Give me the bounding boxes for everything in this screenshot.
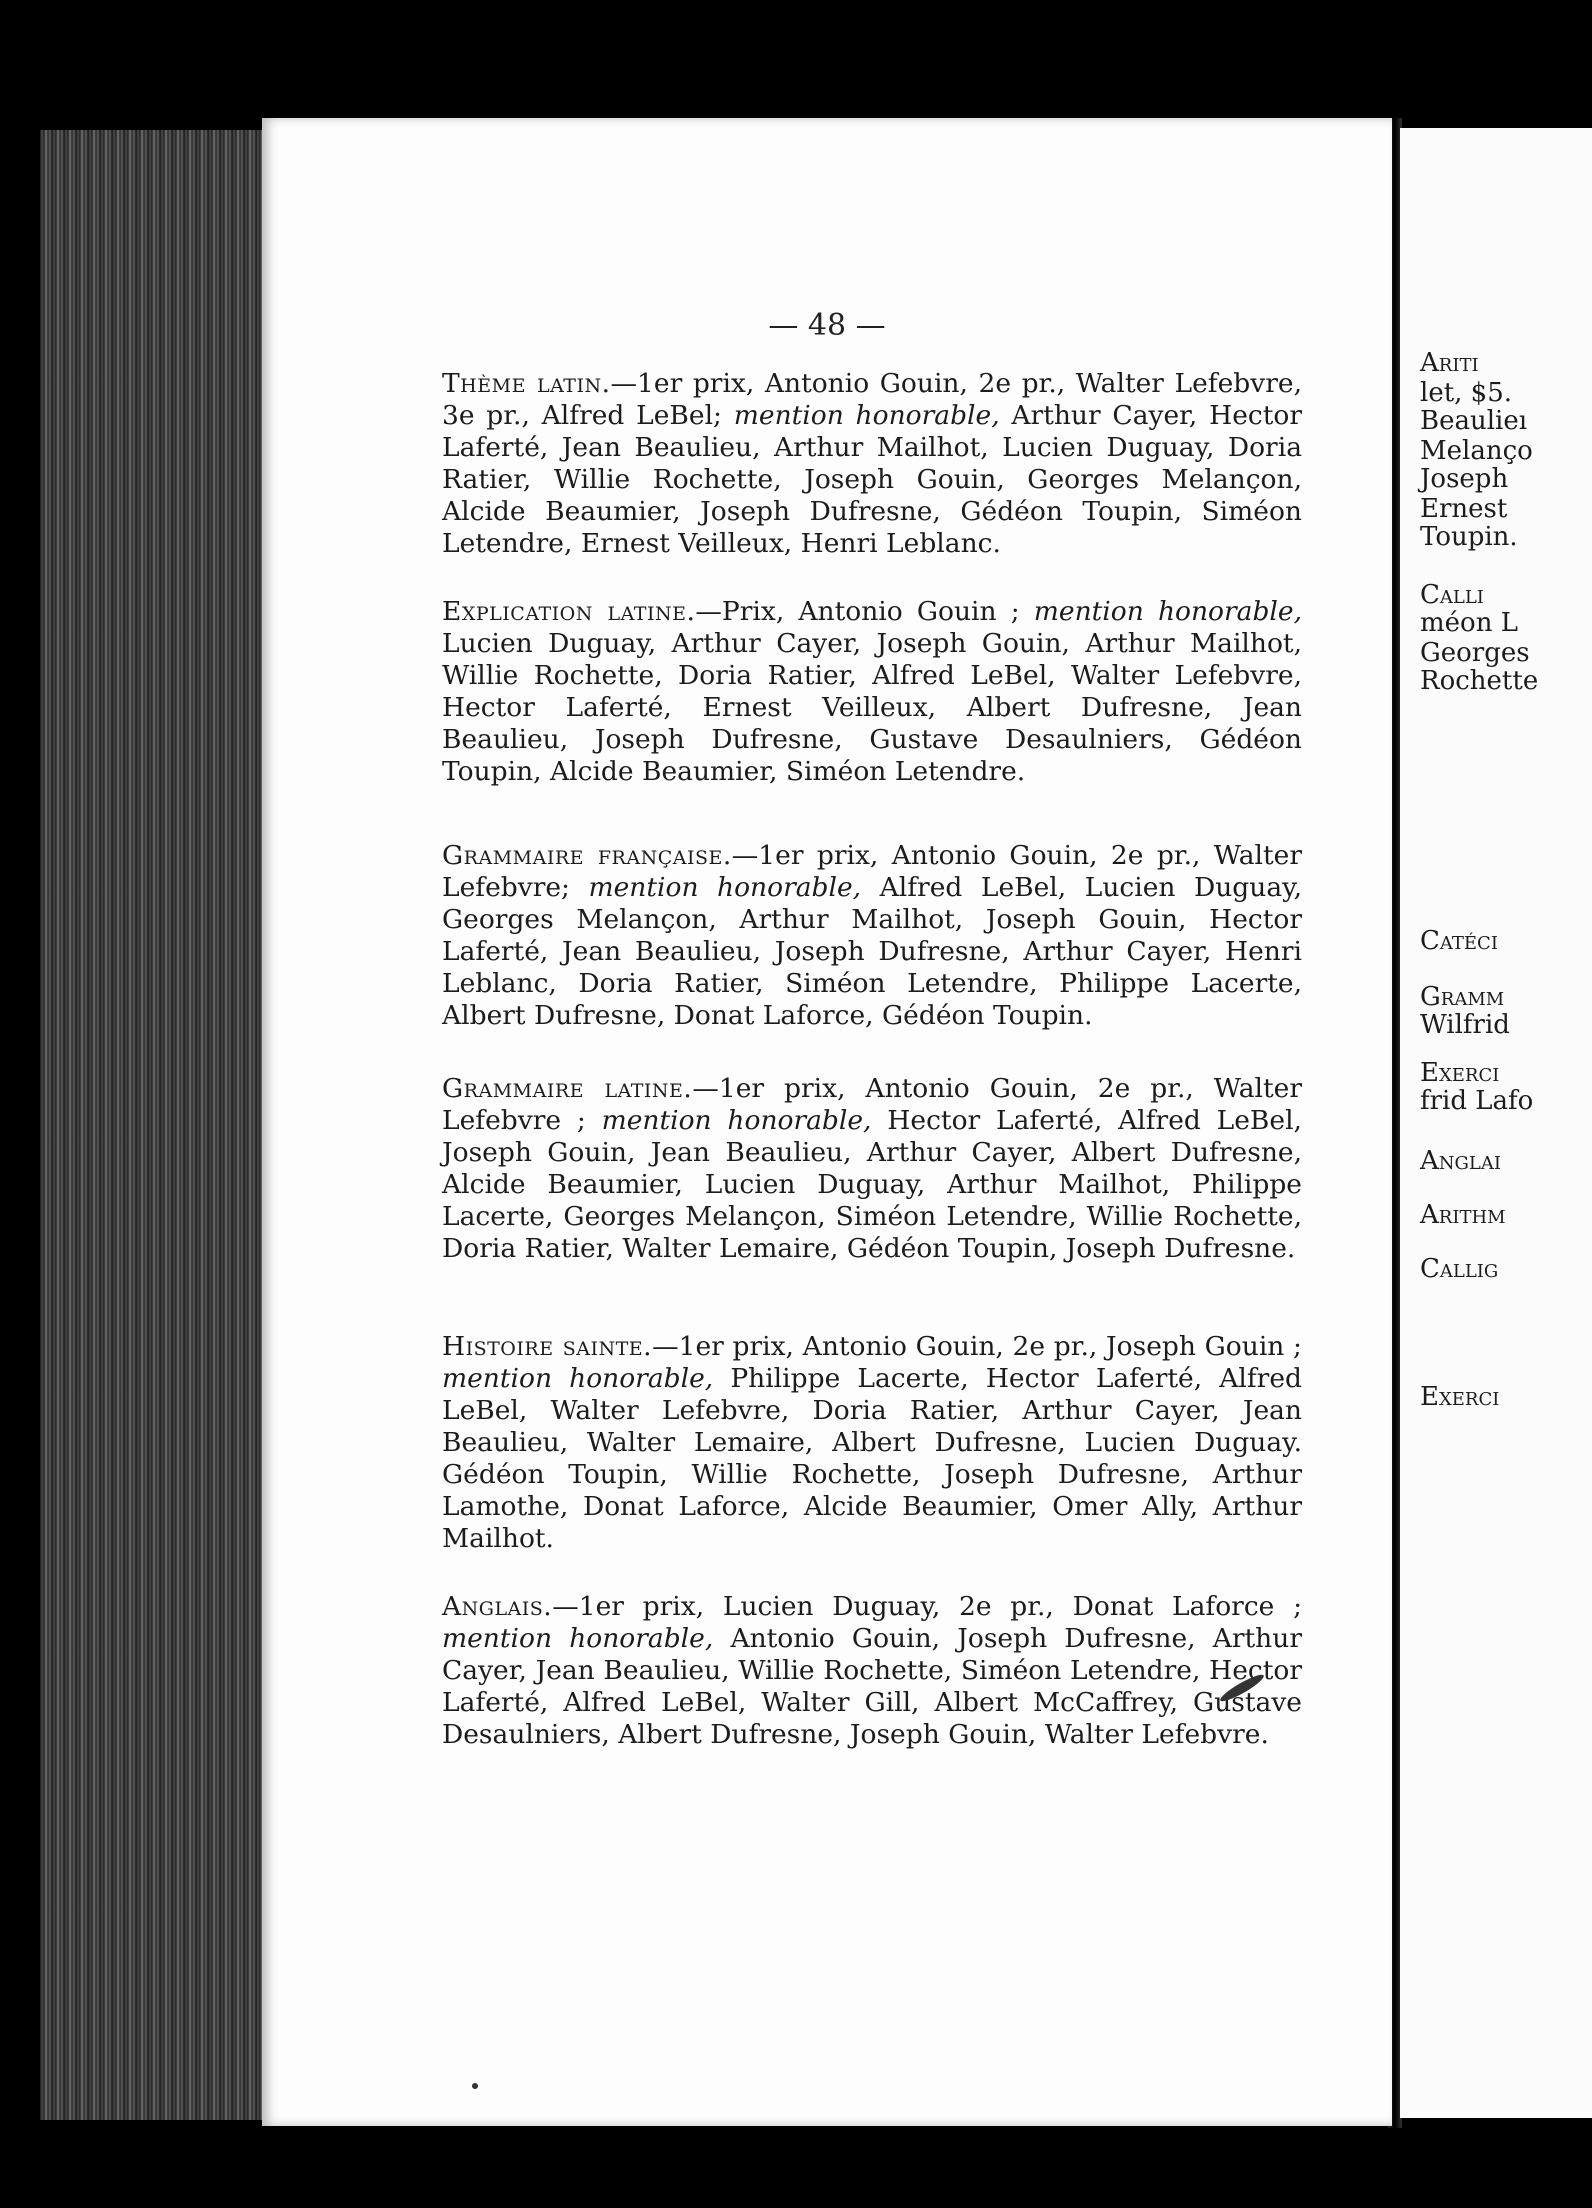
page-number: — 48 — bbox=[768, 308, 886, 343]
book-page-edges bbox=[40, 130, 265, 2120]
section-heading: Grammaire latine. bbox=[442, 1073, 693, 1104]
adjacent-page-line: Georges bbox=[1420, 638, 1530, 668]
ink-speck bbox=[472, 2083, 478, 2089]
section-explication-latine bbox=[442, 596, 1302, 788]
section-grammaire-francaise bbox=[442, 840, 1302, 1032]
section-histoire-sainte bbox=[442, 1331, 1302, 1555]
section-heading: Histoire sainte. bbox=[442, 1331, 653, 1362]
adjacent-page-line: frid Lafo bbox=[1420, 1086, 1534, 1116]
adjacent-page-line: Callı bbox=[1420, 580, 1484, 610]
adjacent-page-line: Joseph bbox=[1420, 464, 1509, 494]
main-page bbox=[262, 118, 1392, 2126]
adjacent-page-line: Toupin. bbox=[1420, 522, 1518, 552]
section-text: Hector Laferté, Alfred LeBel, Joseph Gouin, Jean Beaulieu, Arthur Cayer, Albert Dufresne, Alcide Beaumier, Lucien Duguay, Arthur Mailhot, Philippe Lacerte, Georges Melançon, Siméon Letendre, Willie Rochette, Doria Ratier, Walter Lemaire, Gédéon Toupin, Joseph Dufresne. bbox=[442, 1105, 1302, 1264]
adjacent-page-line: Anglaı bbox=[1420, 1146, 1501, 1176]
adjacent-page bbox=[1400, 128, 1592, 2118]
section-text: Antonio Gouin, Joseph Dufresne, Arthur Cayer, Jean Beaulieu, Willie Rochette, Siméon Letendre, Hector Laferté, Alfred LeBel, Walter Gill, Albert McCaffrey, Gustave Desaulniers, Albert Dufresne, Joseph Gouin, Walter Lefebvre. bbox=[442, 1623, 1302, 1750]
mention-label: mention honorable, bbox=[442, 1623, 714, 1654]
section-text: Philippe Lacerte, Hector Laferté, Alfred LeBel, Walter Lefebvre, Doria Ratier, Arthur Cayer, Jean Beaulieu, Walter Lemaire, Albert Dufresne, Lucien Duguay. Gédéon Toupin, Willie Rochette, Joseph Dufresne, Arthur Lamothe, Donat Laforce, Alcide Beaumier, Omer Ally, Arthur Mailhot. bbox=[442, 1363, 1302, 1554]
mention-label: mention honorable, bbox=[1033, 596, 1302, 627]
section-text: —Prix, Antonio Gouin ; bbox=[695, 596, 1034, 627]
section-text: —1er prix, Antonio Gouin, 2e pr., Joseph Gouin ; bbox=[652, 1331, 1302, 1362]
mention-label: mention honorable, bbox=[601, 1105, 872, 1136]
section-grammaire-latine bbox=[442, 1073, 1302, 1265]
mention-label: mention honorable, bbox=[442, 1363, 714, 1394]
section-text: Lucien Duguay, Arthur Cayer, Joseph Gouin, Arthur Mailhot, Willie Rochette, Doria Ratier, Alfred LeBel, Walter Lefebvre, Hector Laferté, Ernest Veilleux, Albert Dufresne, Jean Beaulieu, Joseph Dufresne, Gustave Desaulniers, Gédéon Toupin, Alcide Beaumier, Siméon Letendre. bbox=[442, 628, 1302, 787]
adjacent-page-line: Exercı bbox=[1420, 1058, 1500, 1088]
section-text: Alfred LeBel, Lucien Duguay, Georges Melançon, Arthur Mailhot, Joseph Gouin, Hector Laferté, Jean Beaulieu, Joseph Dufresne, Arthur Cayer, Henri Leblanc, Doria Ratier, Siméon Letendre, Philippe Lacerte, Albert Dufresne, Donat Laforce, Gédéon Toupin. bbox=[442, 872, 1302, 1031]
adjacent-page-line: Melanço bbox=[1420, 436, 1533, 466]
adjacent-page-line: Aritı bbox=[1420, 348, 1479, 378]
adjacent-page-line: Ernest bbox=[1420, 494, 1508, 524]
section-heading: Thème latin. bbox=[442, 368, 611, 399]
adjacent-page-line: Rochette bbox=[1420, 666, 1539, 696]
adjacent-page-line: Callig bbox=[1420, 1254, 1499, 1284]
adjacent-page-line: méon L bbox=[1420, 608, 1518, 638]
section-anglais bbox=[442, 1591, 1302, 1751]
section-heading: Grammaire française. bbox=[442, 840, 732, 871]
section-text: Arthur Cayer, Hector Laferté, Jean Beaulieu, Arthur Mailhot, Lucien Duguay, Doria Ratier, Willie Rochette, Joseph Gouin, Georges Melançon, Alcide Beaumier, Joseph Dufresne, Gédéon Toupin, Siméon Letendre, Ernest Veilleux, Henri Leblanc. bbox=[442, 400, 1302, 559]
adjacent-page-line: let, $5. bbox=[1420, 378, 1513, 408]
section-text: —1er prix, Antonio Gouin, 2e pr., Walter Lefebvre ; bbox=[442, 1073, 1303, 1136]
adjacent-page-line: Gramm bbox=[1420, 982, 1505, 1012]
section-text: —1er prix, Antonio Gouin, 2e pr., Walter Lefebvre, 3e pr., Alfred LeBel; bbox=[442, 368, 1302, 431]
section-text: —1er prix, Antonio Gouin, 2e pr., Walter Lefebvre; bbox=[442, 840, 1302, 903]
section-heading: Anglais. bbox=[442, 1591, 553, 1622]
adjacent-page-line: Wilfrid bbox=[1420, 1010, 1510, 1040]
adjacent-page-line: Exerci bbox=[1420, 1382, 1500, 1412]
section-text: —1er prix, Lucien Duguay, 2e pr., Donat Laforce ; bbox=[552, 1591, 1302, 1622]
adjacent-page-line: Beaulieı bbox=[1420, 406, 1528, 436]
adjacent-page-line: Catécı bbox=[1420, 926, 1498, 956]
section-theme-latin bbox=[442, 368, 1302, 560]
adjacent-page-line: Arithm bbox=[1420, 1200, 1506, 1230]
mention-label: mention honorable, bbox=[733, 400, 1000, 431]
mention-label: mention honorable, bbox=[588, 872, 862, 903]
section-heading: Explication latine. bbox=[442, 596, 696, 627]
